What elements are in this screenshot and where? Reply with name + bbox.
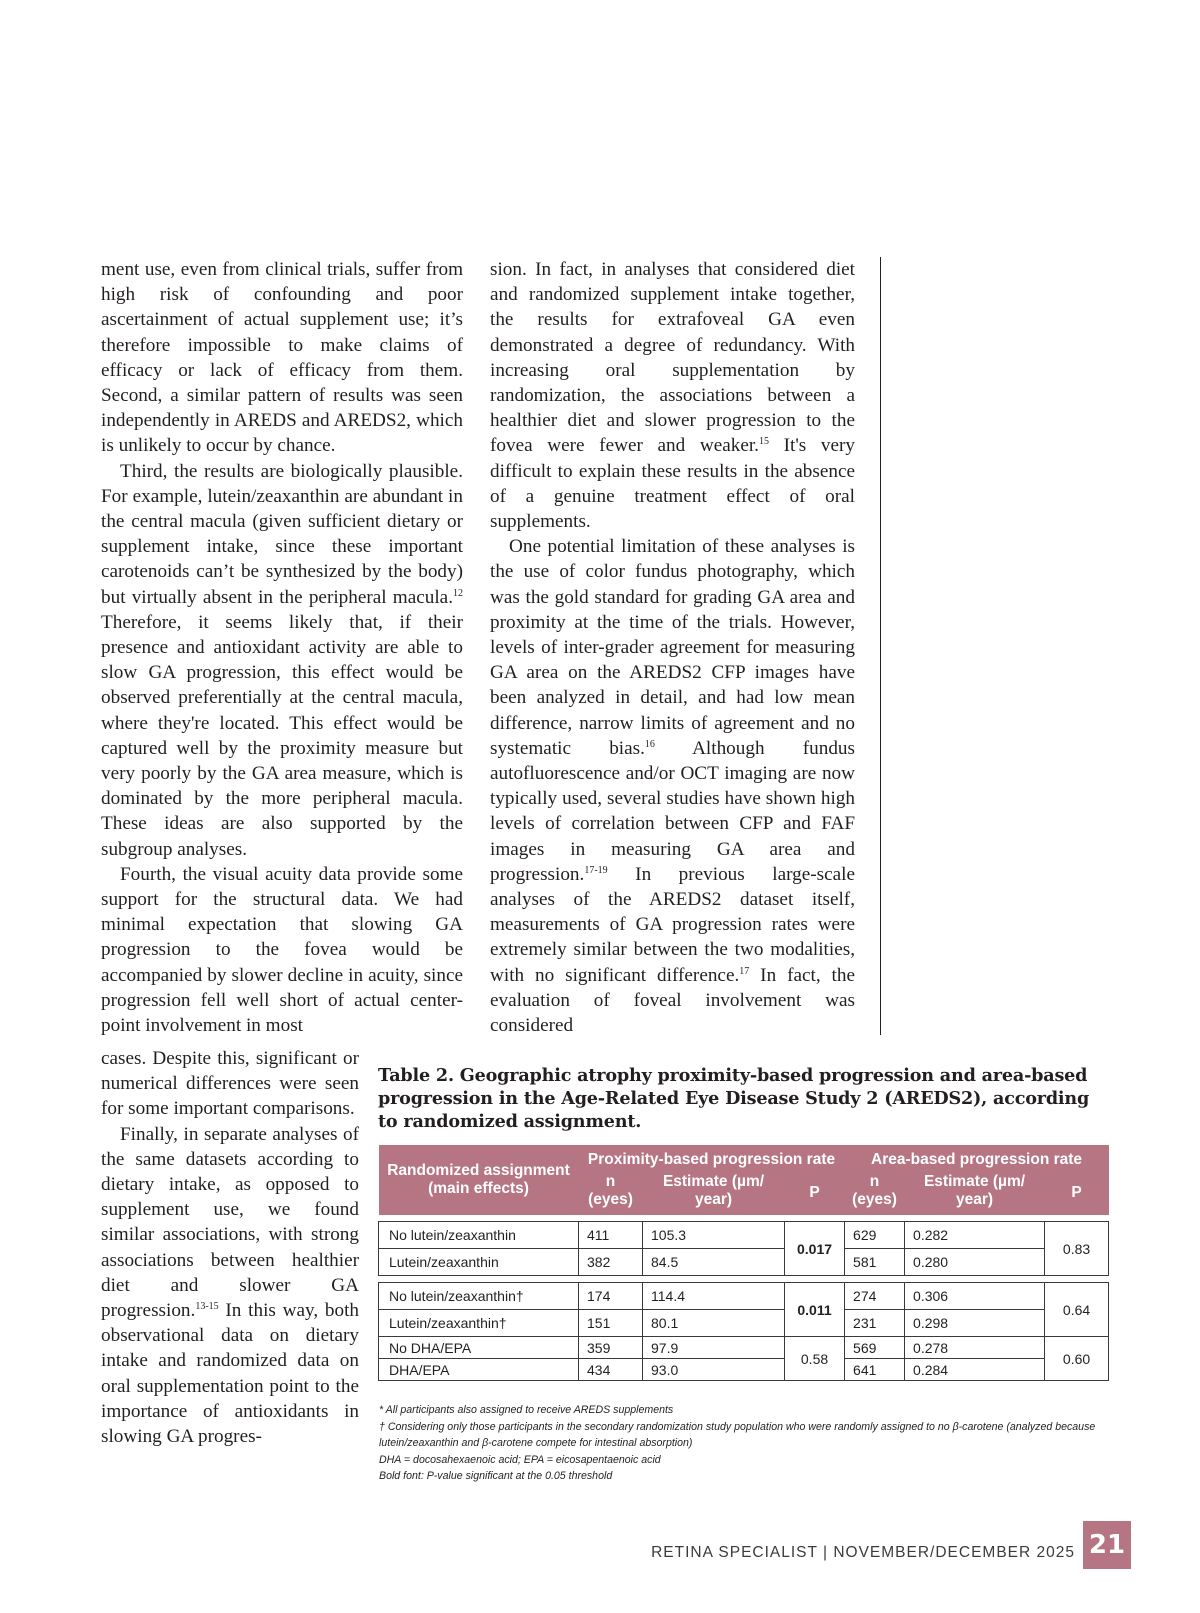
cell-estimate: 0.278 xyxy=(905,1337,1045,1359)
cell-estimate: 84.5 xyxy=(643,1249,785,1276)
cell-n: 411 xyxy=(579,1222,643,1249)
cell-n: 641 xyxy=(845,1359,905,1381)
table-row xyxy=(379,1359,1109,1381)
cell-estimate: 97.9 xyxy=(643,1337,785,1359)
cell-estimate: 0.298 xyxy=(905,1310,1045,1337)
running-footer: RETINA SPECIALIST | NOVEMBER/DECEMBER 2025 xyxy=(651,1544,1075,1561)
table-row xyxy=(379,1249,1109,1276)
body-column-right xyxy=(490,257,855,1038)
body-column-left-narrow xyxy=(101,1046,359,1449)
footnote: DHA = docosahexaenoic acid; EPA = eicosapentaenoic acid xyxy=(379,1453,661,1466)
cell-p: 0.58 xyxy=(785,1337,845,1381)
header-assignment: Randomized assignment (main effects) xyxy=(379,1145,579,1215)
cell-p: 0.64 xyxy=(1045,1283,1109,1337)
cell-p: 0.83 xyxy=(1045,1222,1109,1276)
cell-p: 0.60 xyxy=(1045,1337,1109,1381)
row-label: No lutein/zeaxanthin† xyxy=(379,1283,579,1310)
cell-estimate: 93.0 xyxy=(643,1359,785,1381)
cell-n: 274 xyxy=(845,1283,905,1310)
header-n: n (eyes) xyxy=(579,1171,643,1215)
reference: 17 xyxy=(739,965,750,977)
row-label: Lutein/zeaxanthin† xyxy=(379,1310,579,1337)
results-table xyxy=(378,1145,1109,1381)
cell-p: 0.017 xyxy=(785,1222,845,1276)
cell-estimate: 0.284 xyxy=(905,1359,1045,1381)
table-footnotes xyxy=(379,1402,1119,1485)
cell-estimate: 105.3 xyxy=(643,1222,785,1249)
header-p: P xyxy=(1045,1171,1109,1215)
footnote: Bold font: P-value significant at the 0.05 threshold xyxy=(379,1470,613,1482)
cell-n: 151 xyxy=(579,1310,643,1337)
cell-n: 231 xyxy=(845,1310,905,1337)
row-label: No DHA/EPA xyxy=(379,1337,579,1359)
paragraph: ment use, even from clinical trials, suffer from high risk of confounding and poor ascertainment of actual supplement use; it’s therefore impossible to make claims of efficacy or lack of efficacy from them. Second, a similar pattern of results was seen independently in AREDS and AREDS2, which is unlikely to occur by chance. xyxy=(101,259,463,457)
footnote: * All participants also assigned to receive AREDS supplements xyxy=(379,1404,674,1416)
paragraph: cases. Despite this, significant or numerical differences were seen for some important comparisons. xyxy=(101,1048,359,1120)
cell-estimate: 114.4 xyxy=(643,1283,785,1310)
header-n: n (eyes) xyxy=(845,1171,905,1215)
header-estimate: Estimate (µm/ year) xyxy=(643,1171,785,1215)
table-row xyxy=(379,1222,1109,1249)
reference: 17-19 xyxy=(584,864,608,876)
reference: 15 xyxy=(758,436,769,448)
cell-n: 382 xyxy=(579,1249,643,1276)
cell-estimate: 0.282 xyxy=(905,1222,1045,1249)
table-row xyxy=(379,1337,1109,1359)
body-column-left xyxy=(101,257,463,1038)
header-proximity: Proximity-based progression rate xyxy=(579,1145,845,1171)
row-label: Lutein/zeaxanthin xyxy=(379,1249,579,1276)
reference: 13-15 xyxy=(195,1301,219,1313)
footnote: † Considering only those participants in the secondary randomization study population who were randomly assigned to no β-carotene (analyzed because lutein/zeaxanthin and β-carotene compete for intestinal absorption) xyxy=(379,1420,1096,1449)
cell-n: 359 xyxy=(579,1337,643,1359)
cell-n: 434 xyxy=(579,1359,643,1381)
paragraph: sion. In fact, in analyses that considered diet and randomized supplement intake together, the results for extrafoveal GA even demonstrated a degree of redundancy. With increasing oral supplementation by randomization, the associations between a healthier diet and slower progression to the fovea were fewer and weaker.$^{15}$ It's very difficult to explain these results in the absence of a genuine treatment effect of oral supplements. xyxy=(490,259,855,533)
paragraph: Third, the results are biologically plausible. For example, lutein/zeaxanthin are abundant in the central macula (given sufficient dietary or supplement intake, since these important carotenoids can’t be synthesized by the body) but virtually absent in the peripheral macula.$^{12}$ Therefore, it seems likely that, if their presence and antioxidant activity are able to slow GA progression, this effect would be observed preferentially at the central macula, where they're located. This effect would be captured well by the proximity measure but very poorly by the GA area measure, which is dominated by the more peripheral macula. These ideas are also supported by the subgroup analyses. xyxy=(101,460,463,860)
table-row xyxy=(379,1310,1109,1337)
paragraph: Fourth, the visual acuity data provide some support for the structural data. We had minimal expectation that slowing GA progression to the fovea would be accompanied by slower decline in acuity, since progression fell well short of actual center-point involvement in most xyxy=(101,863,463,1037)
reference: 16 xyxy=(644,738,655,750)
cell-estimate: 0.280 xyxy=(905,1249,1045,1276)
cell-estimate: 0.306 xyxy=(905,1283,1045,1310)
cell-p: 0.011 xyxy=(785,1283,845,1337)
header-estimate: Estimate (µm/ year) xyxy=(905,1171,1045,1215)
row-label: DHA/EPA xyxy=(379,1359,579,1381)
paragraph: Finally, in separate analyses of the same datasets according to dietary intake, as opposed to supplement use, we found similar associations, with strong associations between healthier diet and slower GA progression.$^{13-15}$ In this way, both observational data on dietary intake and randomized data on oral supplementation point to the importance of antioxidants in slowing GA progres- xyxy=(101,1123,359,1448)
header-area: Area-based progression rate xyxy=(845,1145,1109,1171)
cell-n: 174 xyxy=(579,1283,643,1310)
page-number: 21 xyxy=(1083,1521,1131,1569)
paragraph: One potential limitation of these analyses is the use of color fundus photography, which was the gold standard for grading GA area and proximity at the time of the trials. However, levels of inter-grader agreement for measuring GA area on the AREDS2 CFP images have been analyzed in detail, and had low mean difference, narrow limits of agreement and no systematic bias.$^{16}$ Although fundus autofluorescence and/or OCT imaging are now typically used, several studies have shown high levels of correlation between CFP and FAF images in measuring GA area and progression.$^{17-19}$ In previous large-scale analyses of the AREDS2 dataset itself, measurements of GA progression rates were extremely similar between the two modalities, with no significant difference.$^{17}$ In fact, the evaluation of foveal involvement was considered xyxy=(490,536,855,1037)
cell-n: 569 xyxy=(845,1337,905,1359)
header-p: P xyxy=(785,1171,845,1215)
cell-estimate: 80.1 xyxy=(643,1310,785,1337)
cell-n: 581 xyxy=(845,1249,905,1276)
cell-n: 629 xyxy=(845,1222,905,1249)
table-row xyxy=(379,1283,1109,1310)
column-divider xyxy=(880,257,881,1035)
row-label: No lutein/zeaxanthin xyxy=(379,1222,579,1249)
table-title: Table 2. Geographic atrophy proximity-based progression and area-based progression in the Age-Related Eye Disease Study 2 (AREDS2), according to randomized assignment. xyxy=(378,1065,1090,1132)
reference: 12 xyxy=(453,587,463,599)
